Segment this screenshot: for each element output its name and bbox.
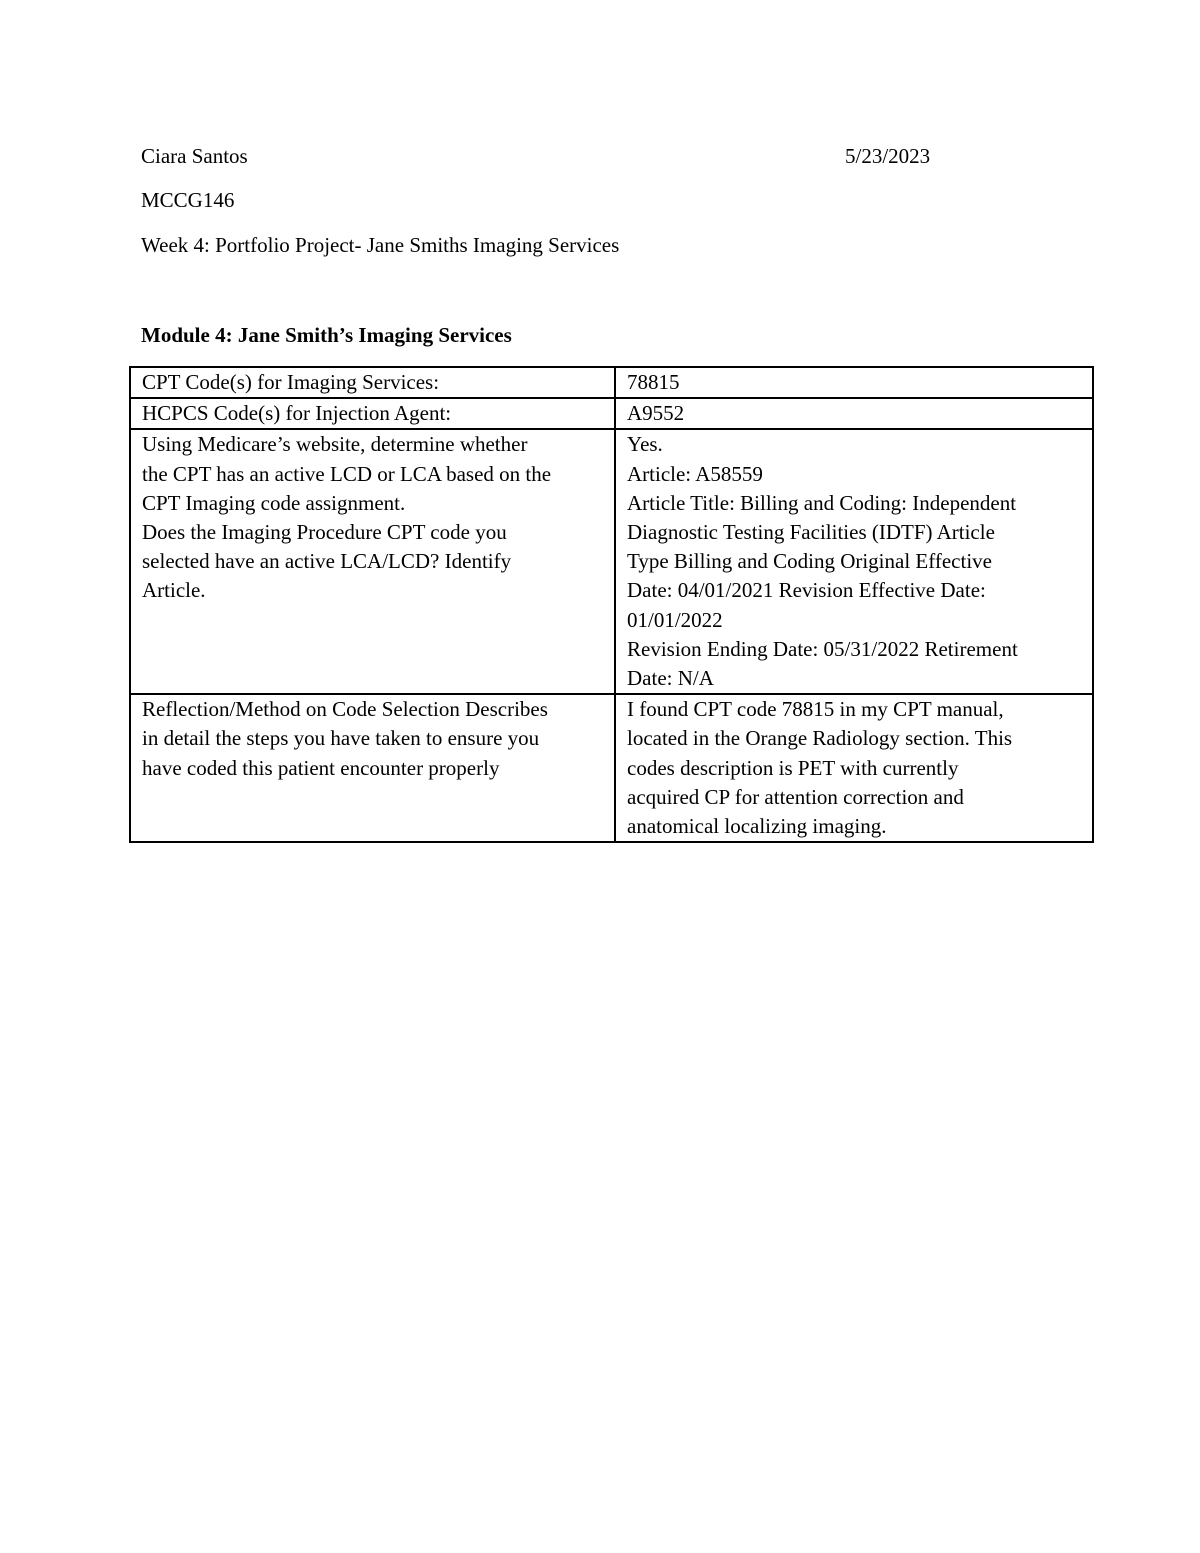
answer-cell: [615, 429, 1093, 694]
question-cell: [130, 367, 615, 398]
cell-line: A9552: [627, 401, 685, 426]
cell-line: acquired CP for attention correction and: [627, 784, 964, 809]
cell-line: Date: N/A: [627, 666, 714, 691]
cell-line: the CPT has an active LCD or LCA based on the: [142, 461, 552, 486]
cell-line: Article Title: Billing and Coding: Independent: [627, 490, 1017, 515]
assignment-title: Week 4: Portfolio Project- Jane Smiths Imaging Services: [141, 233, 620, 257]
cell-line: 78815: [627, 370, 680, 394]
author-name: Ciara Santos: [141, 144, 248, 168]
answer-cell: [615, 367, 1093, 398]
cell-line: Date: 04/01/2021 Revision Effective Date:: [627, 578, 986, 603]
cell-line: anatomical localizing imaging.: [627, 814, 887, 839]
table-row: [130, 398, 1093, 429]
cell-line: Article: A58559: [627, 461, 763, 486]
cell-line: Type Billing and Coding Original Effective: [627, 549, 992, 574]
cell-line: CPT Imaging code assignment.: [142, 490, 406, 515]
table-row: [130, 694, 1093, 842]
cell-line: Revision Ending Date: 05/31/2022 Retirement: [627, 636, 1018, 661]
cell-line: Reflection/Method on Code Selection Describes: [142, 697, 548, 722]
document-date: 5/23/2023: [845, 144, 931, 168]
cell-line: Using Medicare’s website, determine whether: [142, 432, 528, 457]
coding-table: [129, 366, 1094, 843]
table-row: [130, 367, 1093, 398]
cell-line: located in the Orange Radiology section. This: [627, 726, 1013, 751]
question-cell: [130, 429, 615, 694]
cell-line: I found CPT code 78815 in my CPT manual,: [627, 697, 1004, 722]
cell-line: selected have an active LCA/LCD? Identify: [142, 549, 512, 574]
course-code: MCCG146: [141, 188, 235, 212]
cell-line: 01/01/2022: [627, 607, 723, 632]
cell-line: in detail the steps you have taken to ensure you: [142, 726, 540, 751]
question-cell: [130, 398, 615, 429]
table-row: [130, 429, 1093, 694]
cell-line: Article.: [142, 578, 206, 603]
answer-cell: [615, 694, 1093, 842]
cell-line: codes description is PET with currently: [627, 755, 959, 780]
answer-cell: [615, 398, 1093, 429]
cell-line: CPT Code(s) for Imaging Services:: [142, 370, 440, 394]
module-heading: Module 4: Jane Smith’s Imaging Services: [141, 323, 512, 347]
cell-line: Does the Imaging Procedure CPT code you: [142, 520, 507, 545]
question-cell: [130, 694, 615, 842]
cell-line: Yes.: [627, 432, 663, 457]
cell-line: HCPCS Code(s) for Injection Agent:: [142, 401, 452, 426]
cell-line: have coded this patient encounter properly: [142, 755, 500, 780]
cell-line: Diagnostic Testing Facilities (IDTF) Article: [627, 520, 995, 545]
